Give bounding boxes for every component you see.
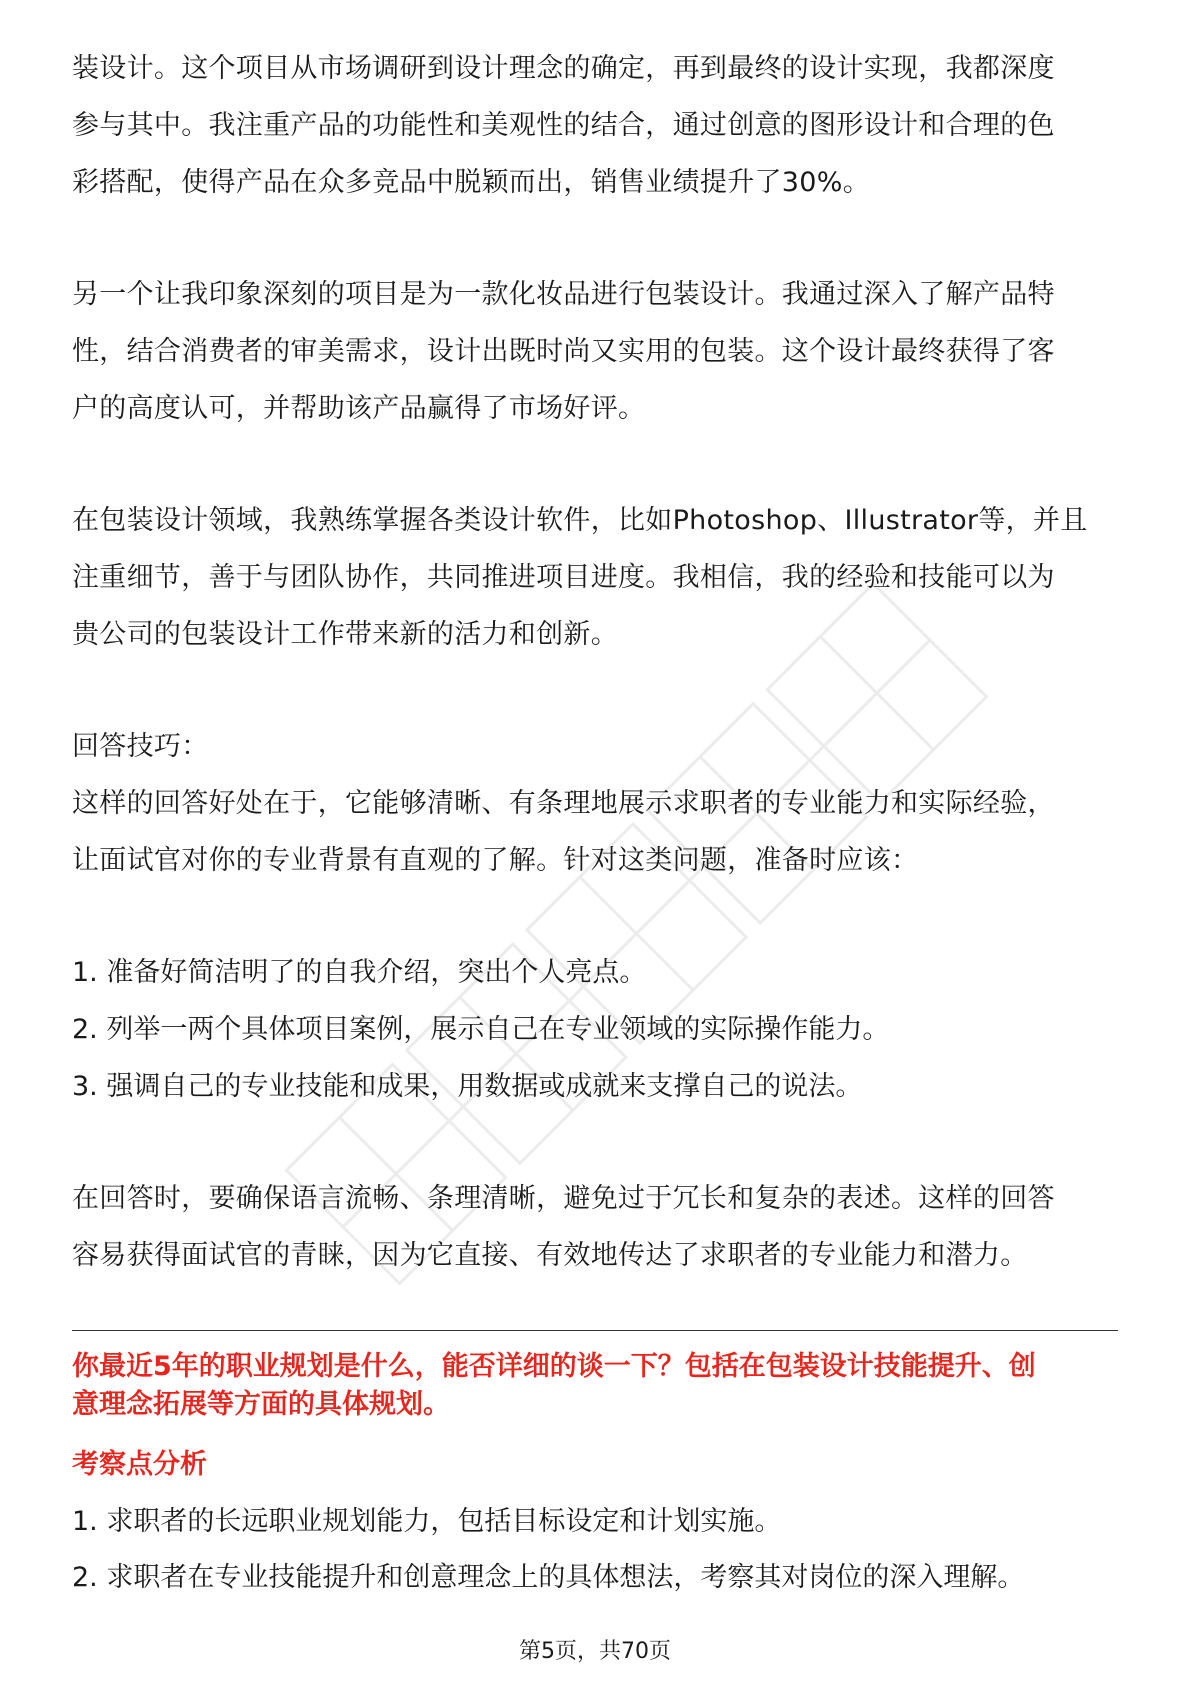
section-divider xyxy=(72,1330,1118,1331)
paragraph-2 xyxy=(72,266,1118,437)
text-line: 装设计。这个项目从市场调研到设计理念的确定，再到最终的设计实现，我都深度 xyxy=(72,53,1055,84)
text-line: 彩搭配，使得产品在众多竞品中脱颖而出，销售业绩提升了30%。 xyxy=(72,167,871,198)
paragraph-3 xyxy=(72,492,1118,663)
list-item: 1. 准备好简洁明了的自我介绍，突出个人亮点。 xyxy=(72,957,647,988)
text-line: 参与其中。我注重产品的功能性和美观性的结合，通过创意的图形设计和合理的色 xyxy=(72,110,1055,141)
text-line: 这样的回答好处在于，它能够清晰、有条理地展示求职者的专业能力和实际经验， xyxy=(72,788,1055,819)
tips-section xyxy=(72,718,1118,889)
paragraph-5 xyxy=(72,1170,1118,1284)
text-line: 在包装设计领域，我熟练掌握各类设计软件，比如Photoshop、Illustrator等，并且 xyxy=(72,505,1088,536)
text-line: 在回答时，要确保语言流畅、条理清晰，避免过于冗长和复杂的表述。这样的回答 xyxy=(72,1183,1055,1214)
list-item: 3. 强调自己的专业技能和成果，用数据或成就来支撑自己的说法。 xyxy=(72,1071,863,1102)
text-line: 性，结合消费者的审美需求，设计出既时尚又实用的包装。这个设计最终获得了客 xyxy=(72,336,1055,367)
tips-list xyxy=(72,944,1118,1115)
list-item: 2. 求职者在专业技能提升和创意理念上的具体想法，考察其对岗位的深入理解。 xyxy=(72,1562,1025,1593)
list-item: 2. 列举一两个具体项目案例，展示自己在专业领域的实际操作能力。 xyxy=(72,1014,890,1045)
analysis-title: 考察点分析 xyxy=(72,1449,207,1480)
text-line: 容易获得面试官的青睐，因为它直接、有效地传达了求职者的专业能力和潜力。 xyxy=(72,1240,1028,1271)
analysis-list xyxy=(72,1494,1118,1606)
text-line: 另一个让我印象深刻的项目是为一款化妆品进行包装设计。我通过深入了解产品特 xyxy=(72,279,1055,310)
text-line: 让面试官对你的专业背景有直观的了解。针对这类问题，准备时应该： xyxy=(72,845,919,876)
paragraph-1 xyxy=(72,40,1118,211)
interview-question xyxy=(72,1348,1118,1424)
text-line: 户的高度认可，并帮助该产品赢得了市场好评。 xyxy=(72,393,646,424)
question-line: 你最近5年的职业规划是什么，能否详细的谈一下？包括在包装设计技能提升、创 xyxy=(72,1351,1036,1382)
text-line: 注重细节，善于与团队协作，共同推进项目进度。我相信，我的经验和技能可以为 xyxy=(72,562,1055,593)
question-line: 意理念拓展等方面的具体规划。 xyxy=(72,1389,450,1420)
document-body xyxy=(72,40,1118,1284)
text-line: 贵公司的包装设计工作带来新的活力和创新。 xyxy=(72,619,618,650)
tips-label: 回答技巧： xyxy=(72,731,209,762)
list-item: 1. 求职者的长远职业规划能力，包括目标设定和计划实施。 xyxy=(72,1506,782,1537)
page-number: 第5页，共70页 xyxy=(519,1639,671,1664)
